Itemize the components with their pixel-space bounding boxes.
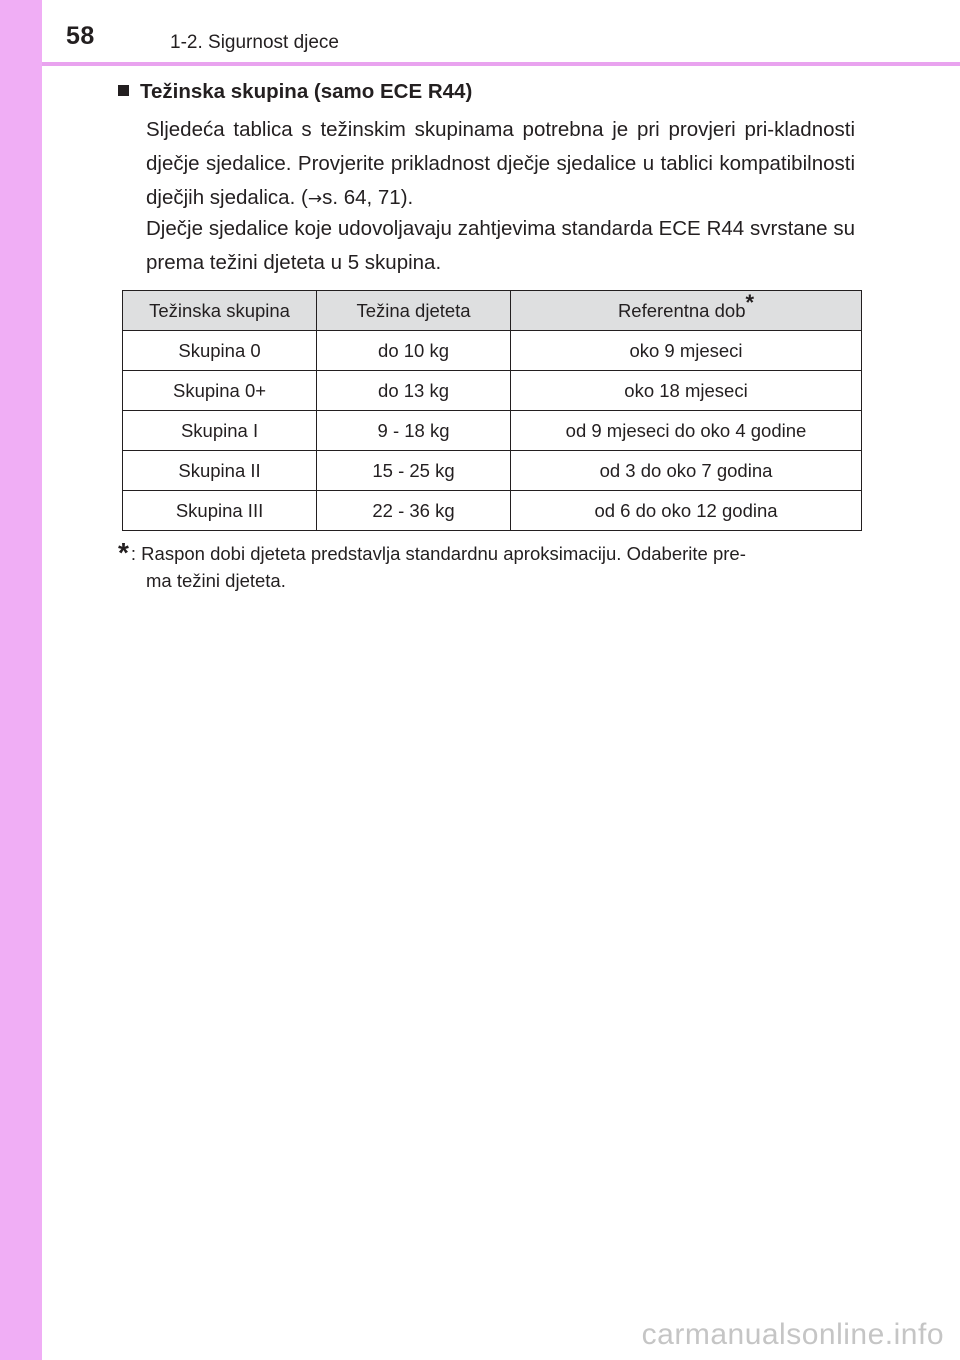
table-cell: oko 9 mjeseci [510,331,861,371]
table-cell: 9 - 18 kg [317,411,511,451]
table-header-row [123,291,862,331]
table-row [123,451,862,491]
table-cell: Skupina II [123,451,317,491]
table-cell: Skupina III [123,491,317,531]
weight-group-table [122,290,862,531]
table-cell: od 6 do oko 12 godina [510,491,861,531]
table-cell: Skupina 0+ [123,371,317,411]
header-reference-age-text: Referentna dob [617,299,746,321]
table-cell: do 10 kg [317,331,511,371]
table-row [123,371,862,411]
table-cell: 15 - 25 kg [317,451,511,491]
square-bullet-icon [118,85,129,96]
side-color-strip [0,0,42,1360]
section-reference: 1-2. Sigurnost djece [170,32,339,53]
table-cell: 22 - 36 kg [317,491,511,531]
watermark: carmanualsonline.info [641,1318,944,1351]
header-weight-group: Težinska skupina [123,291,317,331]
table-cell: do 13 kg [317,371,511,411]
footnote-asterisk-icon: * [745,289,755,315]
section-heading [118,80,472,104]
header-child-weight: Težina djeteta [317,291,511,331]
table-cell: oko 18 mjeseci [510,371,861,411]
standard-paragraph: Dječje sjedalice koje udovoljavaju zahtjevima standarda ECE R44 svrstane su prema težini djeteta u 5 skupina. [146,217,855,274]
intro-text: Sljedeća tablica s težinskim skupinama potrebna je pri provjeri pri-kladnosti dječje sjedalice. Provjerite prikladnost dječje sjedalice u tablici kompatibilnosti dječjih sjedalica. ( [146,118,855,209]
table-cell: od 3 do oko 7 godina [510,451,861,491]
footnote-line-2: ma težini djeteta. [146,570,286,591]
footnote-asterisk-icon: * [118,537,129,568]
page-number: 58 [66,22,95,50]
header-rule [42,62,960,66]
header-reference-age [510,291,861,331]
table-row [123,491,862,531]
table-cell: Skupina I [123,411,317,451]
page-reference: s. 64, 71). [322,186,414,209]
table-cell: Skupina 0 [123,331,317,371]
intro-paragraph [146,113,855,216]
table-row [123,411,862,451]
footnote-line-1: : Raspon dobi djeteta predstavlja standardnu aproksimaciju. Odaberite pre- [130,543,746,564]
table-row [123,331,862,371]
table-cell: od 9 mjeseci do oko 4 godine [510,411,861,451]
table-footnote [118,537,855,594]
arrow-icon: → [307,189,323,209]
heading-text: Težinska skupina (samo ECE R44) [140,80,473,103]
